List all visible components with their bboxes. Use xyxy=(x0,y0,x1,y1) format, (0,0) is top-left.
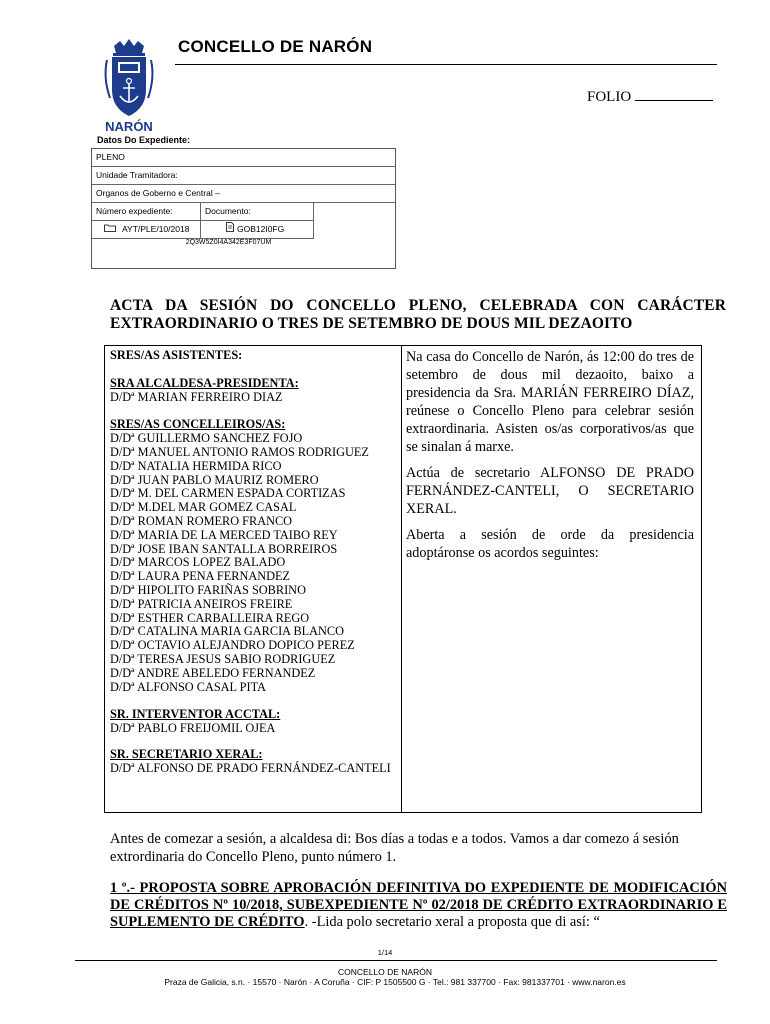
councillor-item: D/Dª NATALIA HERMIDA RICO xyxy=(110,458,282,473)
session-paragraph-2: Actúa de secretario ALFONSO DE PRADO FERNÁNDEZ-CANTELI, O SECRETARIO XERAL. xyxy=(406,465,694,517)
mayor-name: D/Dª MARIAN FERREIRO DIAZ xyxy=(110,389,283,404)
expediente-values-row xyxy=(92,221,314,239)
councillor-item: D/Dª GUILLERMO SANCHEZ FOJO xyxy=(110,431,303,446)
secretary-name: D/Dª ALFONSO DE PRADO FERNÁNDEZ-CANTELI xyxy=(110,760,391,775)
expediente-type: PLENO xyxy=(92,149,395,167)
councillor-item: D/Dª MANUEL ANTONIO RAMOS RODRIGUEZ xyxy=(110,444,369,459)
councillor-item: D/Dª HIPOLITO FARIÑAS SOBRINO xyxy=(110,582,306,597)
mayor-heading: SRA ALCALDESA-PRESIDENTA: xyxy=(110,375,299,390)
column-divider xyxy=(401,346,402,812)
page-title: CONCELLO DE NARÓN xyxy=(178,37,373,56)
expediente-document: GOB12I0FG xyxy=(237,224,285,234)
interventor-name: D/Dª PABLO FREIJOMIL OJEA xyxy=(110,721,276,736)
page-number: 1/14 xyxy=(377,948,393,957)
interventor-heading: SR. INTERVENTOR ACCTAL: xyxy=(110,707,281,722)
expediente-unit-label: Unidade Tramitadora: xyxy=(92,167,395,185)
councillor-item: D/Dª JOSE IBAN SANTALLA BORREIROS xyxy=(110,541,338,556)
session-paragraph-3: Aberta a sesión de orde da presidencia adoptáronse os acordos seguintes: xyxy=(406,527,694,561)
attendees-column xyxy=(110,349,395,776)
councillor-item: D/Dª ROMAN ROMERO FRANCO xyxy=(110,513,293,528)
councillor-item: D/Dª M. DEL CARMEN ESPADA CORTIZAS xyxy=(110,486,346,501)
expediente-code: 2Q3W5Z0I4A342E3F07UM xyxy=(185,239,272,246)
document-icon xyxy=(226,221,234,238)
footer-name: CONCELLO DE NARÓN xyxy=(338,967,432,977)
councillor-item: D/Dª JUAN PABLO MAURIZ ROMERO xyxy=(110,472,319,487)
svg-text:NARÓN: NARÓN xyxy=(105,119,153,134)
header-divider xyxy=(175,64,717,65)
councillors-heading: SRES/AS CONCELLEIROS/AS: xyxy=(110,417,286,432)
councillor-item: D/Dª PATRICIA ANEIROS FREIRE xyxy=(110,596,293,611)
expediente-labels-row xyxy=(92,203,314,221)
expediente-caption: Datos Do Expediente: xyxy=(97,135,191,145)
councillor-item: D/Dª TERESA JESUS SABIO RODRIGUEZ xyxy=(110,651,336,666)
councillor-item: D/Dª ALFONSO CASAL PITA xyxy=(110,679,267,694)
councillor-item: D/Dª LAURA PENA FERNANDEZ xyxy=(110,569,290,584)
expediente-number: AYT/PLE/10/2018 xyxy=(122,224,190,234)
number-cell xyxy=(92,221,201,238)
document-label: Documento: xyxy=(201,203,314,220)
number-label: Número expediente: xyxy=(92,203,201,220)
folio-label: FOLIO xyxy=(587,89,632,105)
councillors-list xyxy=(110,432,395,694)
councillor-item: D/Dª CATALINA MARIA GARCIA BLANCO xyxy=(110,624,345,639)
intro-paragraph: Antes de comezar a sesión, a alcaldesa di: Bos días a todas e a todos. Vamos a dar comezo á sesión extrordinaria do Concello Pleno, punto número 1. xyxy=(110,831,679,865)
agenda-point-1 xyxy=(110,880,727,931)
footer-divider xyxy=(75,960,717,961)
session-paragraph-1: Na casa do Concello de Narón, ás 12:00 do tres de setembro de dous mil dezaoito, baixo a presidencia da Sra. MARIÁN FERREIRO DÍAZ, reúnese o Concello Pleno para celebrar sesión extraordinaria. Asisten os/as corporativos/as que se sinalan á marxe. xyxy=(406,349,694,455)
act-title: ACTA DA SESIÓN DO CONCELLO PLENO, CELEBRADA CON CARÁCTER EXTRAORDINARIO O TRES DE SETEMBRO DE DOUS MIL DEZAOITO xyxy=(110,297,726,332)
expediente-box xyxy=(91,148,396,269)
attendees-heading: SRES/AS ASISTENTES: xyxy=(110,348,243,362)
agenda-point-heading: 1 º.- PROPOSTA SOBRE APROBACIÓN DEFINITIVA DO EXPEDIENTE DE MODIFICACIÓN DE CRÉDITOS Nº 10/2018, SUBEXPEDIENTE Nº 02/2018 DE CRÉDITO EXTRAORDINARIO E SUPLEMENTO DE CRÉDITO xyxy=(110,880,727,930)
folio-field xyxy=(587,89,713,106)
councillor-item: D/Dª OCTAVIO ALEJANDRO DOPICO PEREZ xyxy=(110,638,355,653)
councillor-item: D/Dª MARIA DE LA MERCED TAIBO REY xyxy=(110,527,338,542)
document-cell xyxy=(201,221,314,238)
councillor-item: D/Dª ESTHER CARBALLEIRA REGO xyxy=(110,610,310,625)
councillor-item: D/Dª MARCOS LOPEZ BALADO xyxy=(110,555,286,570)
secretary-heading: SR. SECRETARIO XERAL: xyxy=(110,746,263,761)
councillor-item: D/Dª M.DEL MAR GOMEZ CASAL xyxy=(110,500,297,515)
councillor-item: D/Dª ANDRE ABELEDO FERNANDEZ xyxy=(110,665,316,680)
concello-logo xyxy=(100,38,158,134)
attendees-table xyxy=(104,345,702,813)
agenda-point-text: . -Lida polo secretario xeral a proposta que di así: “ xyxy=(304,914,600,930)
expediente-organ: Organos de Goberno e Central – xyxy=(92,185,395,203)
session-column xyxy=(406,348,694,570)
footer-address: Praza de Galicia, s.n. · 15570 · Narón · A Coruña · CIF: P 1505500 G · Tel.: 981 337700 · Fax: 981337701 · www.naron.es xyxy=(164,977,626,987)
folio-blank-line xyxy=(635,89,713,101)
folder-icon xyxy=(104,221,116,238)
